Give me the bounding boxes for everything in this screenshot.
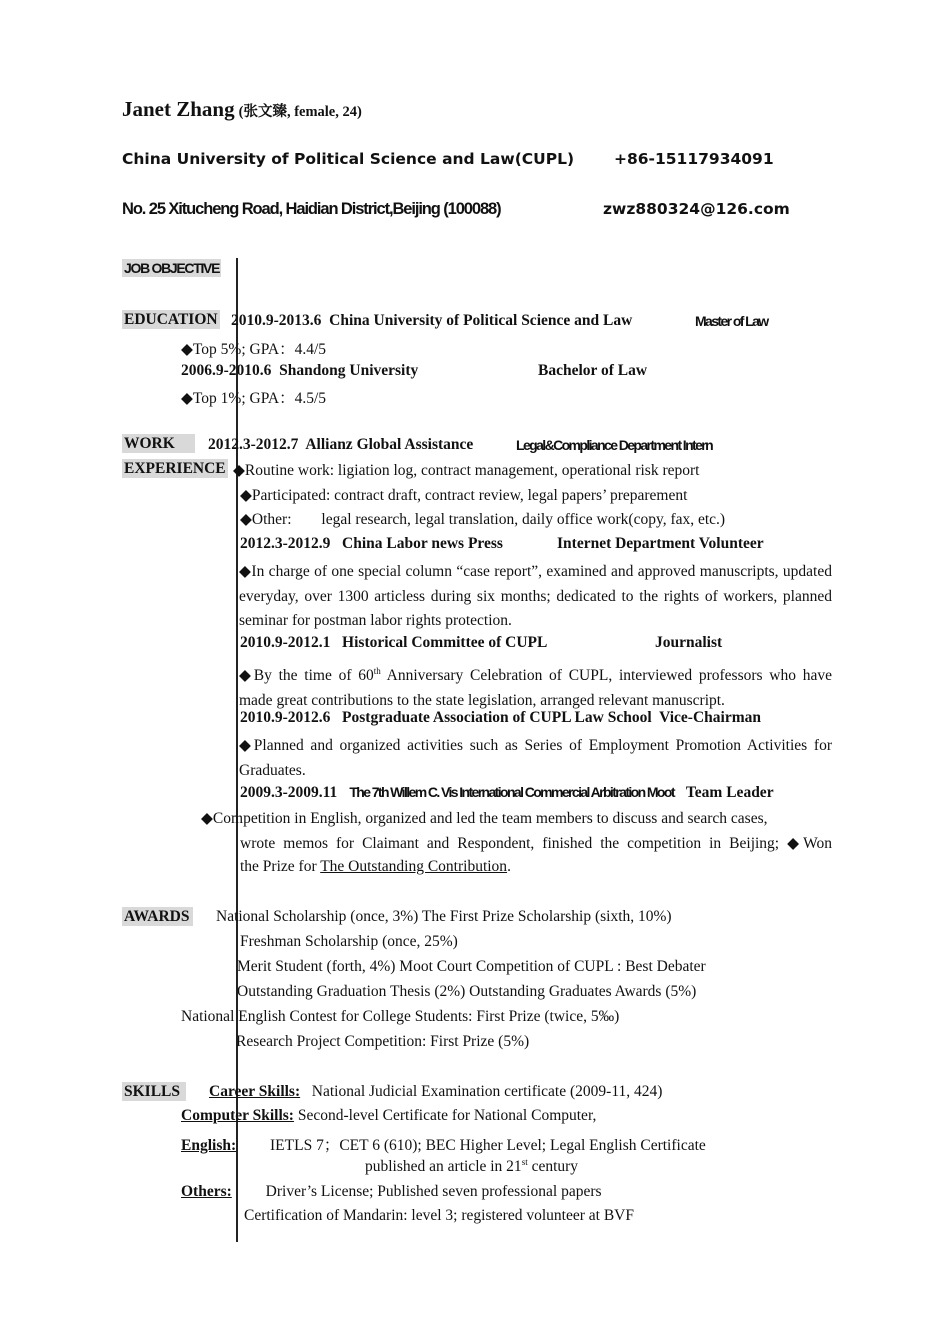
section-work: WORK	[122, 435, 195, 453]
name-detail: (张文臻, female, 24)	[238, 104, 362, 120]
work-text-3: ◆By the time of 60th Anniversary Celebration of CUPL, interviewed professors who have made great contributions to the state legislation, arranged relevant manuscript.	[239, 666, 832, 709]
work-text-5-line-1: ◆Competition in English, organized and led the team members to discuss and search cases,	[201, 810, 768, 827]
education-detail-2: ◆Top 1%; GPA：4.5/5	[181, 390, 327, 407]
work-bullet-3: ◆Other: legal research, legal translation, daily office work(copy, fax, etc.)	[240, 511, 726, 528]
work-entry-2: 2012.3-2012.9 China Labor news Press	[240, 535, 503, 552]
award-4: Outstanding Graduation Thesis (2%) Outstanding Graduates Awards (5%)	[237, 983, 697, 1000]
work-text-2: ◆In charge of one special column “case report”, examined and approved manuscripts, updated everyday, over 1300 articless during six months; dedicated to the rights of workers, planned seminar for postman labor rights protection.	[239, 563, 832, 629]
work-bullet-1: ◆Routine work: ligiation log, contract management, operational risk report	[233, 462, 700, 479]
award-6: Research Project Competition: First Prize (5%)	[236, 1033, 530, 1050]
section-education: EDUCATION	[124, 311, 218, 328]
education-entry-2: 2006.9-2010.6 Shandong University	[181, 362, 419, 379]
work-role-3: Journalist	[655, 634, 723, 651]
work-text-4: ◆Planned and organized activities such as Series of Employment Promotion Activities for Graduates.	[239, 737, 832, 779]
skill-others: Others: Driver’s License; Published seven professional papers	[181, 1183, 602, 1200]
phone: +86-15117934091	[614, 150, 774, 168]
full-name: Janet Zhang	[122, 97, 235, 121]
work-text-5-line-3: the Prize for The Outstanding Contribution.	[240, 858, 511, 875]
skill-english-2: published an article in 21st century	[365, 1157, 579, 1176]
award-2: Freshman Scholarship (once, 25%)	[240, 933, 458, 950]
skill-others-2: Certification of Mandarin: level 3; registered volunteer at BVF	[244, 1207, 634, 1224]
section-awards: AWARDS	[122, 908, 193, 926]
skill-career: Career Skills: National Judicial Examination certificate (2009-11, 424)	[209, 1083, 663, 1100]
university: China University of Political Science and Law(CUPL)	[122, 150, 575, 168]
work-role-2: Internet Department Volunteer	[557, 535, 764, 552]
education-detail-1: ◆Top 5%; GPA：4.4/5	[181, 341, 327, 358]
section-skills: SKILLS	[122, 1083, 186, 1101]
section-experience: EXPERIENCE	[124, 460, 226, 477]
award-3: Merit Student (forth, 4%) Moot Court Competition of CUPL : Best Debater	[237, 958, 706, 975]
work-entry-3: 2010.9-2012.1 Historical Committee of CUPL	[240, 634, 548, 651]
work-text-5-line-2: wrote memos for Claimant and Respondent, finished the competition in Beijing; ◆Won	[240, 835, 832, 852]
work-entry-1: 2012.3-2012.7 Allianz Global Assistance	[208, 436, 474, 453]
section-job-objective: JOB OBJECTIVE	[124, 260, 220, 276]
outstanding-contribution-link: The Outstanding Contribution	[320, 858, 508, 875]
skill-computer: Computer Skills: Second-level Certificate for National Computer,	[181, 1107, 597, 1124]
skill-english: English: IETLS 7；CET 6 (610); BEC Higher Level; Legal English Certificate	[181, 1137, 706, 1154]
work-role-1: Legal&Compliance Department Intern	[516, 437, 713, 453]
work-entry-4: 2010.9-2012.6 Postgraduate Association of CUPL Law School Vice-Chairman	[240, 709, 762, 726]
address: No. 25 Xitucheng Road, Haidian District,Beijing (100088)	[122, 200, 501, 218]
name-heading	[122, 97, 362, 122]
education-degree-1: Master of Law	[695, 313, 768, 329]
award-5: National English Contest for College Students: First Prize (twice, 5‰)	[181, 1008, 620, 1025]
work-entry-5: 2009.3-2009.11 The 7th Willem C. Vis International Commercial Arbitration Moot Team Leader	[240, 784, 774, 801]
education-degree-2: Bachelor of Law	[538, 362, 648, 379]
email: zwz880324@126.com	[603, 200, 790, 218]
award-1: National Scholarship (once, 3%) The First Prize Scholarship (sixth, 10%)	[216, 908, 672, 925]
work-bullet-2: ◆Participated: contract draft, contract review, legal papers’ preparement	[240, 487, 688, 504]
education-entry-1: 2010.9-2013.6 China University of Political Science and Law	[231, 312, 633, 329]
